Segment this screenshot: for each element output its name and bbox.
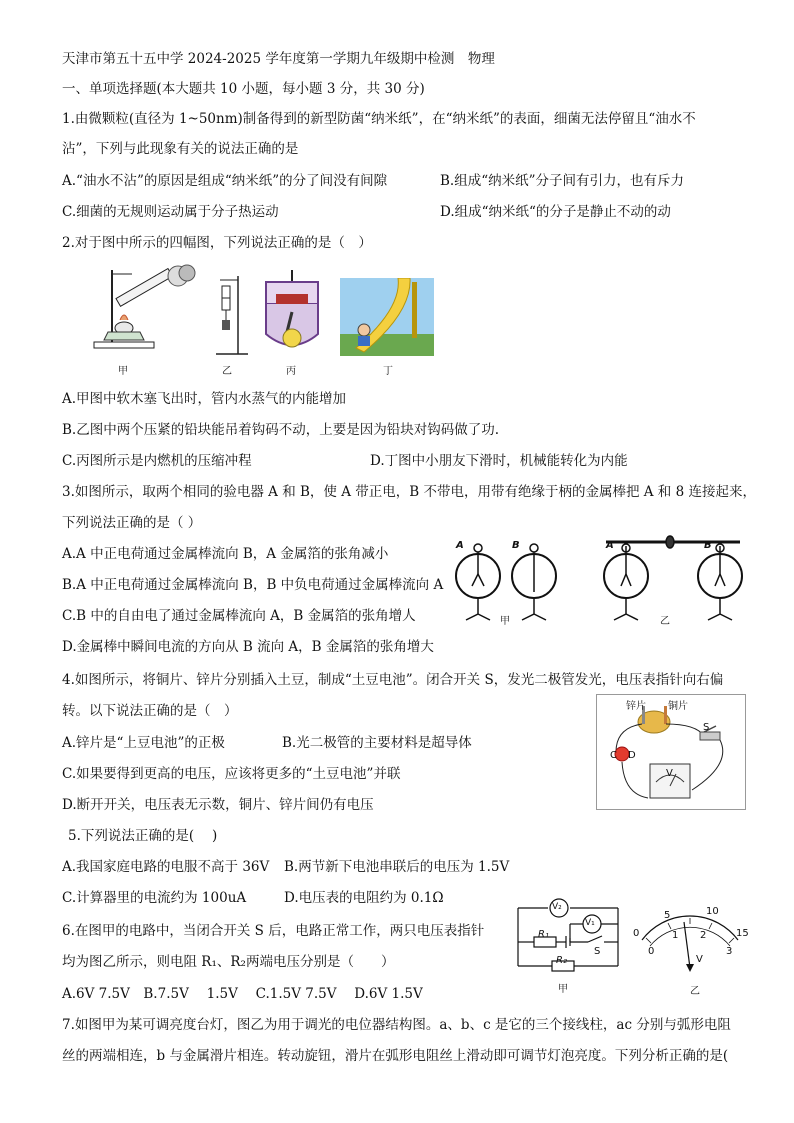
q6-dial-big-5: 5 (664, 910, 671, 921)
q6-label-r1: R₁ (538, 929, 549, 940)
q2-figure-ding (340, 278, 434, 356)
q1-option-b: B.组成“纳米纸”分子间有引力，也有斥力 (440, 173, 685, 189)
q4-label-zinc: 锌片 (626, 701, 646, 712)
q1-stem-line2: 沾”，下列与此现象有关的说法正确的是 (62, 141, 299, 157)
q6-label-s: S (594, 946, 601, 957)
q3-label-a-right: A (606, 540, 614, 551)
q5-option-a: A.我国家庭电路的电服不高于 36V (62, 859, 270, 875)
q2-figure-yi (212, 272, 252, 358)
q5-option-c: C.计算器里的电流约为 100uA (62, 890, 247, 906)
q2-option-c: C.丙图所示是内燃机的压缩冲程 (62, 453, 252, 469)
q4-label-led-c: C (610, 750, 617, 761)
q2-caption-yi: 乙 (222, 366, 232, 377)
q6-circuit-figure (514, 896, 622, 976)
section-heading: 一、单项选择题(本大题共 10 小题，每小题 3 分，共 30 分) (62, 81, 425, 97)
q4-label-led-d: D (628, 750, 636, 761)
q6-label-v1: V₁ (585, 918, 595, 928)
q4-stem-line2: 转。以下说法正确的是（ ） (62, 703, 238, 719)
q6-dial-small-2: 2 (700, 930, 707, 941)
q4-stem-line1: 4.如图所示，将铜片、锌片分别插入土豆，制成“土豆电池”。闭合开关 S，发光二极管发光，电压表指针向右偏 (62, 672, 724, 688)
q3-label-b-right: B (704, 540, 712, 551)
q3-electroscope-figure (448, 530, 760, 630)
q2-caption-jia: 甲 (118, 366, 128, 377)
q4-label-voltmeter: V (666, 768, 673, 779)
q4-label-copper: 铜片 (668, 701, 688, 712)
q3-option-c: C.B 中的自由电了通过金属棒流向 A，B 金属箔的张角增人 (62, 608, 416, 624)
q6-caption-jia: 甲 (558, 984, 568, 995)
q6-dial-big-10: 10 (706, 906, 719, 917)
q2-option-b: B.乙图中两个压紧的铅块能吊着钩码不动，上要是因为铅块对钩码做了功. (62, 422, 500, 438)
q4-label-switch: S (703, 722, 710, 733)
q2-caption-bing: 丙 (286, 366, 296, 377)
q6-dial-small-3: 3 (726, 946, 733, 957)
q6-dial-small-0: 0 (648, 946, 655, 957)
q5-option-d: D.电压表的电阻约为 0.1Ω (284, 890, 444, 906)
q7-stem-line1: 7.如图甲为某可调亮度台灯，图乙为用于调光的电位器结构图。a、b、c 是它的三个接线柱，ac 分别与弧形电阻 (62, 1017, 731, 1033)
q6-options: A.6V 7.5V B.7.5V 1.5V C.1.5V 7.5V D.6V 1.5V (62, 986, 423, 1002)
q3-label-b-left: B (512, 540, 520, 551)
q6-voltmeter-dial (632, 902, 748, 974)
q3-caption-yi: 乙 (660, 616, 670, 627)
page-title: 天津市第五十五中学 2024-2025 学年度第一学期九年级期中检测 物理 (62, 51, 495, 67)
q2-figure-jia (88, 262, 198, 352)
q4-option-b: B.光二极管的主要材料是超导体 (282, 735, 472, 751)
q4-option-d: D.断开开关，电压表无示数，铜片、锌片间仍有电压 (62, 797, 374, 813)
q1-option-a: A.“油水不沾”的原因是组成“纳米纸”的分了间没有间隙 (62, 173, 388, 189)
q3-stem-line2: 下列说法正确的是（ ） (62, 515, 202, 531)
q6-dial-big-15: 15 (736, 928, 749, 939)
q6-label-v2: V₂ (552, 902, 562, 912)
q6-dial-big-0: 0 (633, 928, 640, 939)
q2-caption-ding: 丁 (383, 366, 393, 377)
q3-label-a-left: A (456, 540, 464, 551)
q2-option-a: A.甲图中软木塞飞出时，管内水蒸气的内能增加 (62, 391, 347, 407)
q2-figure-bing (258, 268, 326, 356)
q5-option-b: B.两节新下电池串联后的电压为 1.5V (284, 859, 510, 875)
q6-stem-line2: 均为图乙所示，则电阻 R₁、R₂两端电压分别是（ ） (62, 954, 395, 970)
q4-option-c: C.如果要得到更高的电压，应该将更多的“土豆电池”并联 (62, 766, 401, 782)
q3-caption-jia: 甲 (500, 616, 510, 627)
q3-option-a: A.A 中正电荷通过金属棒流向 B，A 金属箔的张角减小 (62, 546, 389, 562)
q6-stem-line1: 6.在图甲的电路中，当闭合开关 S 后，电路正常工作，两只电压表指针 (62, 923, 485, 939)
q3-option-b: B.A 中正电荷通过金属棒流向 B，B 中负电荷通过金属棒流向 A (62, 577, 444, 593)
q2-option-d: D.丁图中小朋友下滑时，机械能转化为内能 (370, 453, 628, 469)
q6-label-r2: R₂ (556, 955, 567, 966)
q6-dial-small-1: 1 (672, 930, 679, 941)
q7-stem-line2: 丝的两端相连，b 与金属滑片相连。转动旋钮，滑片在弧形电阻丝上滑动即可调节灯泡亮度。下列分析正确的是( (62, 1048, 729, 1064)
q1-option-c: C.细菌的无规则运动属于分子热运动 (62, 204, 279, 220)
q1-option-d: D.组成“纳米纸“的分子是静止不动的动 (440, 204, 671, 220)
q5-stem: 5.下列说法正确的是( ) (68, 828, 218, 844)
q6-caption-yi: 乙 (690, 986, 700, 997)
q6-dial-unit: V (696, 954, 703, 965)
q2-stem: 2.对于图中所示的四幅图，下列说法正确的是（ ） (62, 235, 372, 251)
q3-option-d: D.金属棒中瞬间电流的方向从 B 流向 A，B 金属箔的张角增大 (62, 639, 434, 655)
q1-stem-line1: 1.由微颗粒(直径为 1~50nm)制备得到的新型防菌“纳米纸”，在“纳米纸”的表面，细菌无法停留且“油水不 (62, 111, 696, 127)
q4-option-a: A.锌片是“上豆电池”的正极 (62, 735, 225, 751)
q3-stem-line1: 3.如图所示，取两个相同的验电器 A 和 B，使 A 带正电，B 不带电，用带有绝缘于柄的金属棒把 A 和 8 连接起来， (62, 484, 756, 500)
